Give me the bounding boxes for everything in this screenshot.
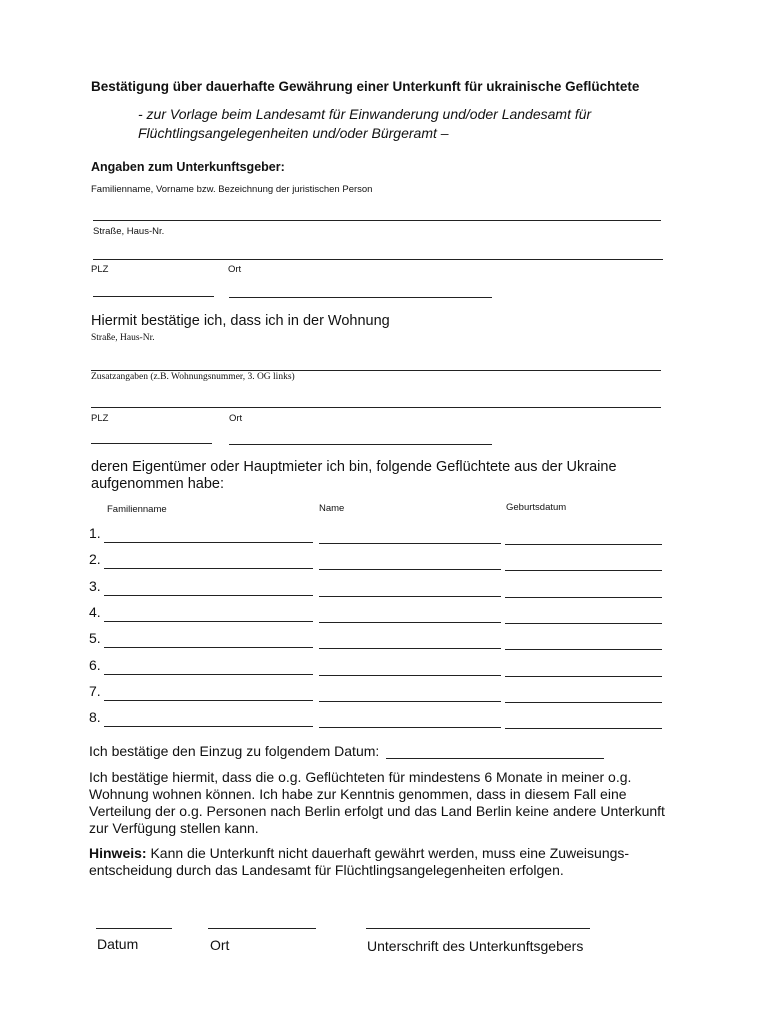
note-paragraph (89, 845, 649, 879)
host-name-line[interactable] (93, 220, 661, 221)
row-number: 3. (89, 577, 101, 594)
row-birth-line[interactable] (505, 676, 662, 677)
row-name-line[interactable] (319, 569, 501, 570)
apartment-ort-label: Ort (229, 413, 243, 424)
place-label: Ort (210, 937, 230, 953)
row-family-line[interactable] (104, 700, 313, 701)
apartment-ort-line[interactable] (229, 444, 492, 445)
row-birth-line[interactable] (505, 623, 662, 624)
refugees-intro: deren Eigentümer oder Hauptmieter ich bin, folgende Geflüchtete aus der Ukraine aufgenommen habe: (91, 459, 617, 492)
row-name-line[interactable] (319, 648, 501, 649)
row-number: 5. (89, 630, 101, 647)
row-family-line[interactable] (104, 542, 313, 543)
row-family-line[interactable] (104, 621, 313, 622)
row-family-line[interactable] (104, 568, 313, 569)
host-heading: Angaben zum Unterkunftsgeber: (91, 160, 285, 174)
row-number: 6. (89, 656, 101, 673)
row-birth-line[interactable] (505, 597, 662, 598)
row-name-line[interactable] (319, 675, 501, 676)
apartment-plz-label: PLZ (91, 413, 109, 424)
apartment-street-label: Straße, Haus-Nr. (91, 333, 155, 343)
row-birth-line[interactable] (505, 544, 662, 545)
host-street-line[interactable] (93, 259, 663, 260)
apartment-extra-line[interactable] (91, 407, 661, 408)
apartment-plz-line[interactable] (91, 443, 212, 444)
col-header-birth: Geburtsdatum (506, 502, 567, 513)
note-text: Kann die Unterkunft nicht dauerhaft gewährt werden, muss eine Zuweisungs-entscheidung durch das Landesamt für Flüchtlingsangelegenheiten erfolgen. (89, 845, 630, 878)
row-birth-line[interactable] (505, 570, 662, 571)
host-plz-line[interactable] (93, 296, 214, 297)
row-name-line[interactable] (319, 543, 501, 544)
host-plz-label: PLZ (91, 264, 109, 275)
row-name-line[interactable] (319, 727, 501, 728)
row-birth-line[interactable] (505, 728, 662, 729)
date-signature-line[interactable] (96, 928, 172, 929)
signature-label: Unterschrift des Unterkunftsgebers (367, 938, 584, 954)
host-ort-label: Ort (228, 264, 242, 275)
apartment-extra-label: Zusatzangaben (z.B. Wohnungsnummer, 3. OG links) (91, 372, 295, 382)
page-title: Bestätigung über dauerhafte Gewährung einer Unterkunft für ukrainische Geflüchtete (91, 79, 640, 94)
confirmation-text: Ich bestätige hiermit, dass die o.g. Geflüchteten für mindestens 6 Monate in meiner o.g. Wohnung wohnen können. Ich habe zur Kenntnis genommen, dass in diesem Fall eine Verteilung der o.g. Personen nach Berlin erfolgt und das Land Berlin keine andere Unterkunft zur Verfügung stellen kann. (89, 769, 665, 836)
col-header-family: Familienname (107, 504, 167, 515)
apartment-intro: Hiermit bestätige ich, dass ich in der Wohnung (91, 313, 390, 329)
row-number: 4. (89, 603, 101, 620)
row-family-line[interactable] (104, 726, 313, 727)
host-ort-line[interactable] (229, 297, 492, 298)
row-family-line[interactable] (104, 674, 313, 675)
row-number: 2. (89, 551, 101, 568)
row-name-line[interactable] (319, 701, 501, 702)
col-header-name: Name (319, 503, 345, 514)
note-label: Hinweis: (89, 845, 147, 861)
page-subtitle: - zur Vorlage beim Landesamt für Einwanderung und/oder Landesamt für Flüchtlingsangelegenheiten und/oder Bürgeramt – (138, 106, 592, 141)
row-name-line[interactable] (319, 596, 501, 597)
row-number: 8. (89, 709, 101, 726)
date-label: Datum (97, 936, 139, 952)
host-street-label: Straße, Haus-Nr. (93, 226, 165, 237)
move-in-label: Ich bestätige den Einzug zu folgendem Datum: (89, 743, 380, 759)
place-signature-line[interactable] (208, 928, 316, 929)
row-name-line[interactable] (319, 622, 501, 623)
row-number: 7. (89, 682, 101, 699)
row-birth-line[interactable] (505, 702, 662, 703)
host-name-label: Familienname, Vorname bzw. Bezeichnung der juristischen Person (91, 184, 373, 195)
row-birth-line[interactable] (505, 649, 662, 650)
row-family-line[interactable] (104, 647, 313, 648)
signature-line[interactable] (366, 928, 590, 929)
row-number: 1. (89, 525, 101, 541)
apartment-street-line[interactable] (91, 370, 661, 371)
move-in-date-line[interactable] (386, 758, 604, 759)
row-family-line[interactable] (104, 595, 313, 596)
